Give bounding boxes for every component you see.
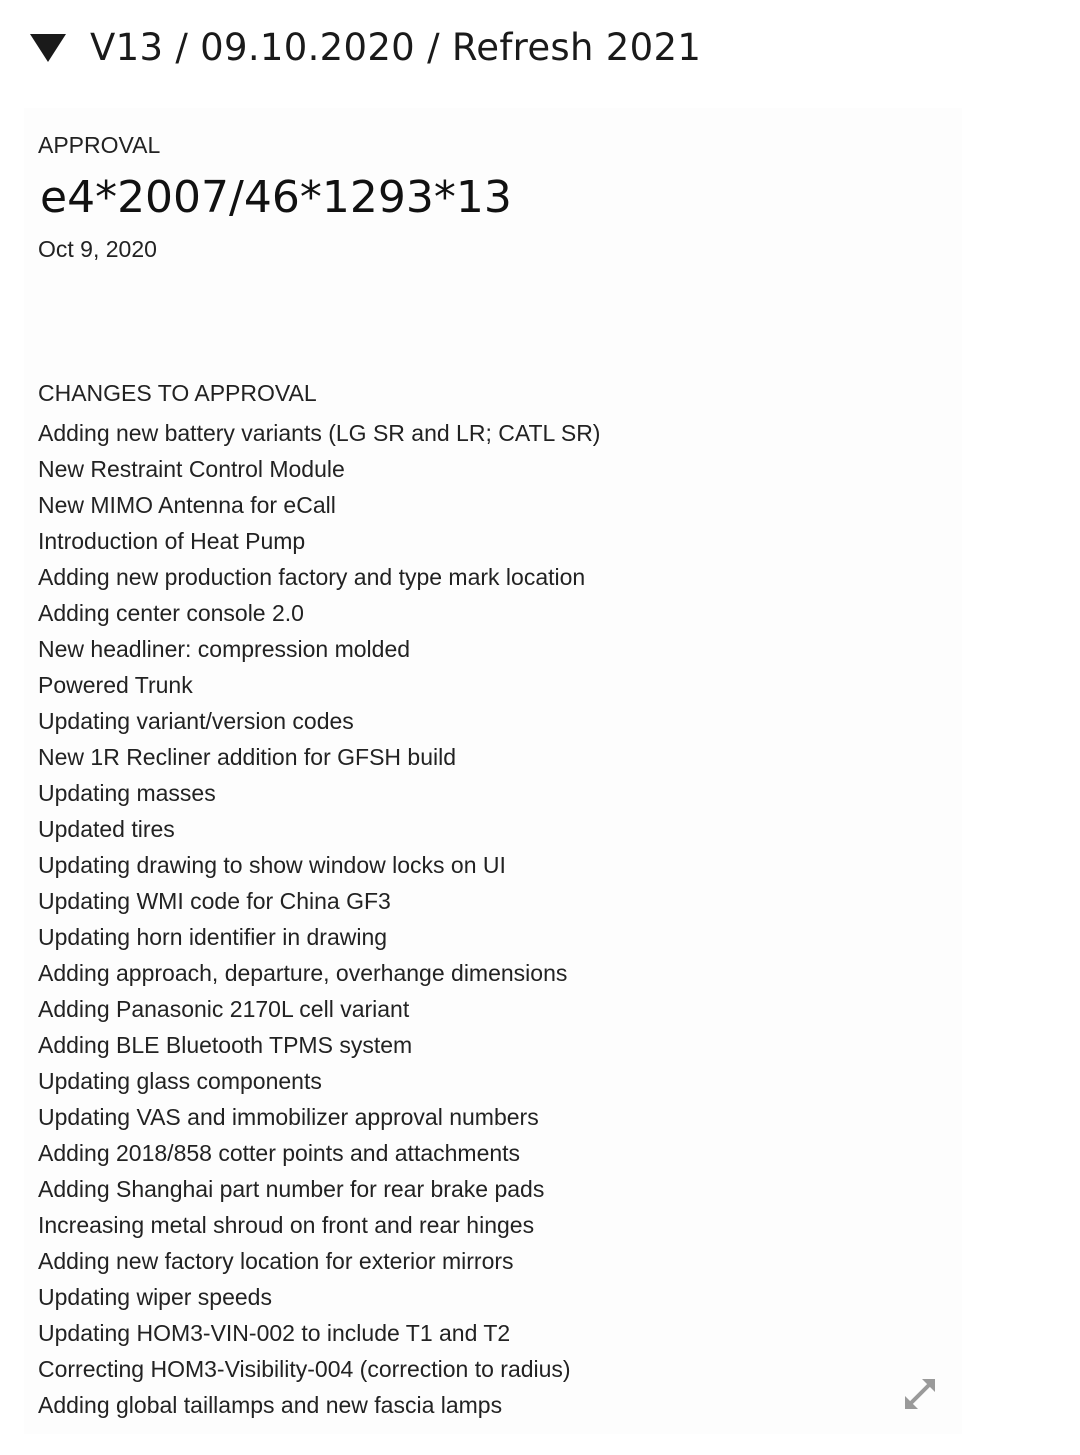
triangle-down-icon[interactable] [30, 34, 66, 62]
change-item: New 1R Recliner addition for GFSH build [38, 744, 457, 770]
change-item: Updated tires [38, 816, 175, 842]
approval-label: APPROVAL [38, 132, 161, 158]
change-item: Updating VAS and immobilizer approval numbers [38, 1104, 539, 1130]
change-item: Updating glass components [38, 1068, 322, 1094]
change-item: Updating variant/version codes [38, 708, 354, 734]
change-item: Adding approach, departure, overhange dimensions [38, 960, 568, 986]
change-item: Powered Trunk [38, 672, 193, 698]
details-title: V13 / 09.10.2020 / Refresh 2021 [90, 25, 702, 69]
change-item: Updating WMI code for China GF3 [38, 888, 391, 914]
change-item: Adding Panasonic 2170L cell variant [38, 996, 410, 1022]
change-item: New MIMO Antenna for eCall [38, 492, 336, 518]
change-item: Adding BLE Bluetooth TPMS system [38, 1032, 413, 1058]
change-item: Updating HOM3-VIN-002 to include T1 and T2 [38, 1320, 511, 1346]
change-item: Updating drawing to show window locks on UI [38, 852, 506, 878]
changes-list [38, 415, 600, 1423]
change-item: Introduction of Heat Pump [38, 528, 306, 554]
change-item: Adding new battery variants (LG SR and LR; CATL SR) [38, 420, 601, 446]
change-item: New headliner: compression molded [38, 636, 411, 662]
change-item: Adding new production factory and type mark location [38, 564, 586, 590]
approval-number: e4*2007/46*1293*13 [40, 172, 512, 223]
expand-arrows-icon [900, 1374, 940, 1414]
expand-icon[interactable] [900, 1374, 940, 1414]
change-item: Adding center console 2.0 [38, 600, 304, 626]
change-item: Updating wiper speeds [38, 1284, 272, 1310]
changes-heading: CHANGES TO APPROVAL [38, 380, 317, 406]
change-item: Updating horn identifier in drawing [38, 924, 388, 950]
change-item: Adding global taillamps and new fascia lamps [38, 1392, 503, 1418]
approval-document-image [24, 108, 962, 1434]
approval-date: Oct 9, 2020 [38, 236, 157, 262]
change-item: New Restraint Control Module [38, 456, 345, 482]
change-item: Adding new factory location for exterior mirrors [38, 1248, 514, 1274]
change-item: Updating masses [38, 780, 216, 806]
change-item: Increasing metal shroud on front and rear hinges [38, 1212, 535, 1238]
details-summary[interactable] [30, 22, 701, 72]
change-item: Adding Shanghai part number for rear brake pads [38, 1176, 545, 1202]
change-item: Correcting HOM3-Visibility-004 (correction to radius) [38, 1356, 571, 1382]
change-item: Adding 2018/858 cotter points and attachments [38, 1140, 521, 1166]
